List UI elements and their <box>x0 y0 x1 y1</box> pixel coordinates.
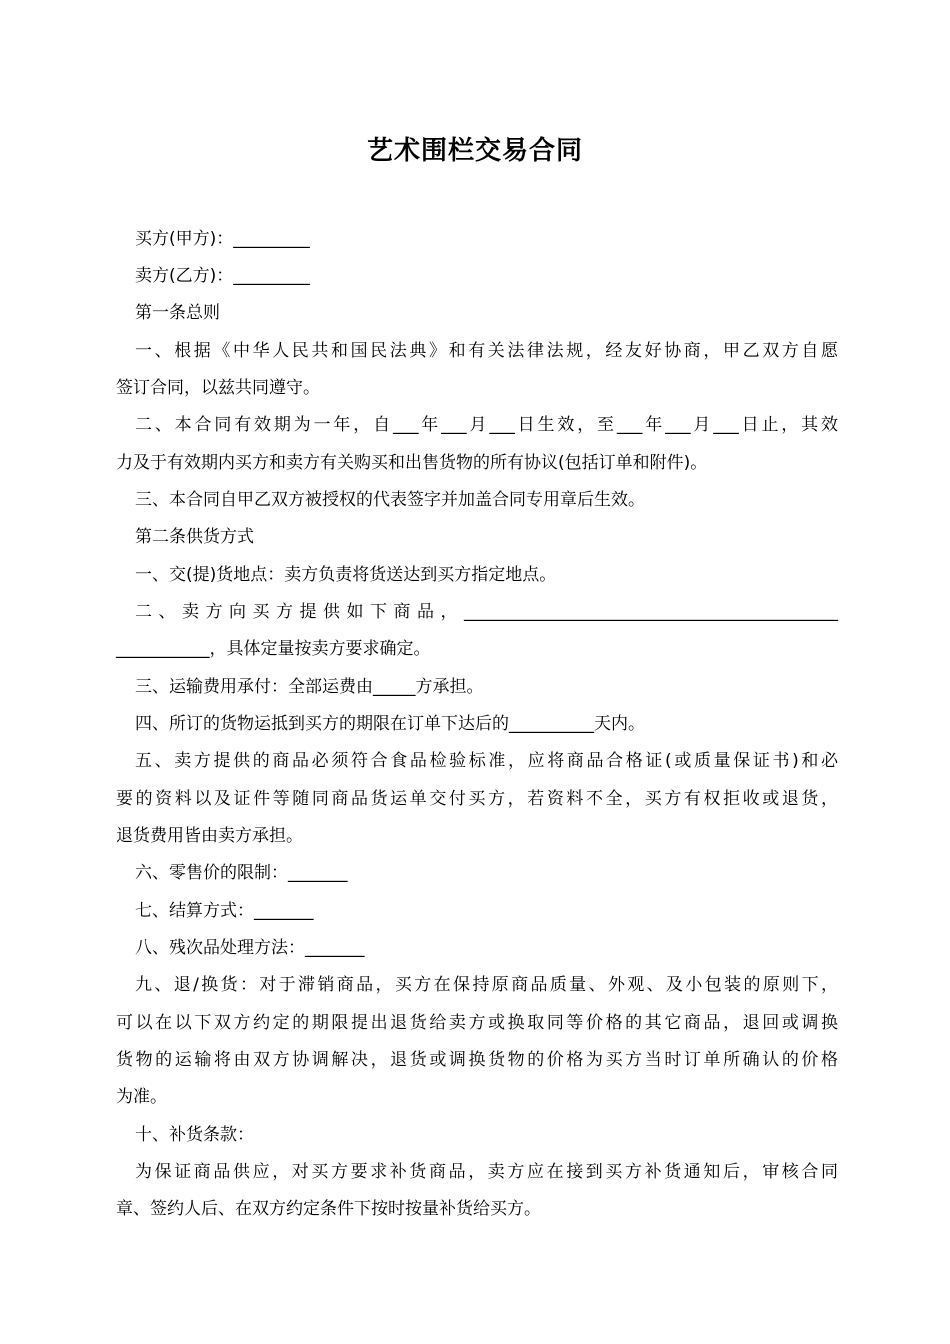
paragraph-line: 为保证商品供应，对买方要求补货商品，卖方应在接到买方补货通知后，审核合同 <box>135 1162 838 1182</box>
paragraph-line: 九、退/换货：对于滞销商品，买方在保持原商品质量、外观、及小包装的原则下， <box>135 975 838 995</box>
section-heading: 第一条总则 <box>135 303 220 323</box>
paragraph-line: 二、本合同有效期为一年，自___年___月___日生效，至___年___月___日止，其效 <box>135 415 838 435</box>
paragraph-line: 二、卖方向买方提供如下商品，____________________________________________ <box>135 602 838 622</box>
paragraph-line: 可以在以下双方约定的期限提出退货给卖方或换取同等价格的其它商品，退回或调换 <box>116 1013 838 1033</box>
paragraph-line: 六、零售价的限制：_______ <box>135 863 348 883</box>
paragraph-line: 三、本合同自甲乙双方被授权的代表签字并加盖合同专用章后生效。 <box>135 490 645 510</box>
buyer-line: 买方(甲方)：_________ <box>135 229 310 249</box>
paragraph-line: 三、运输费用承付：全部运费由_____方承担。 <box>135 677 484 697</box>
paragraph-line: 八、残次品处理方法：_______ <box>135 938 365 958</box>
paragraph-line: 七、结算方式：_______ <box>135 901 314 921</box>
paragraph-line: 五、卖方提供的商品必须符合食品检验标准，应将商品合格证(或质量保证书)和必 <box>135 751 838 771</box>
paragraph-line: 货物的运输将由双方协调解决，退货或调换货物的价格为买方当时订单所确认的价格 <box>116 1050 838 1070</box>
paragraph-line: 力及于有效期内买方和卖方有关购买和出售货物的所有协议(包括订单和附件)。 <box>116 453 708 473</box>
seller-line: 卖方(乙方)：_________ <box>135 266 310 286</box>
paragraph-line: 四、所订的货物运抵到买方的期限在订单下达后的__________天内。 <box>135 714 645 734</box>
paragraph-line: 为准。 <box>116 1087 167 1107</box>
page-title: 艺术围栏交易合同 <box>366 136 583 166</box>
section-heading: 第二条供货方式 <box>135 527 254 547</box>
paragraph-line: 一、根据《中华人民共和国民法典》和有关法律法规，经友好协商，甲乙双方自愿 <box>135 341 838 361</box>
paragraph-line: 一、交(提)货地点：卖方负责将货送达到买方指定地点。 <box>135 565 557 585</box>
paragraph-line: 退货费用皆由卖方承担。 <box>116 826 303 846</box>
paragraph-line: 章、签约人后、在双方约定条件下按时按量补货给买方。 <box>116 1199 541 1219</box>
paragraph-line: 签订合同，以兹共同遵守。 <box>116 378 320 398</box>
paragraph-line: 要的资料以及证件等随同商品货运单交付买方，若资料不全，买方有权拒收或退货， <box>116 789 838 809</box>
paragraph-line: ___________，具体定量按卖方要求确定。 <box>116 639 431 659</box>
paragraph-line: 十、补货条款： <box>135 1125 254 1145</box>
